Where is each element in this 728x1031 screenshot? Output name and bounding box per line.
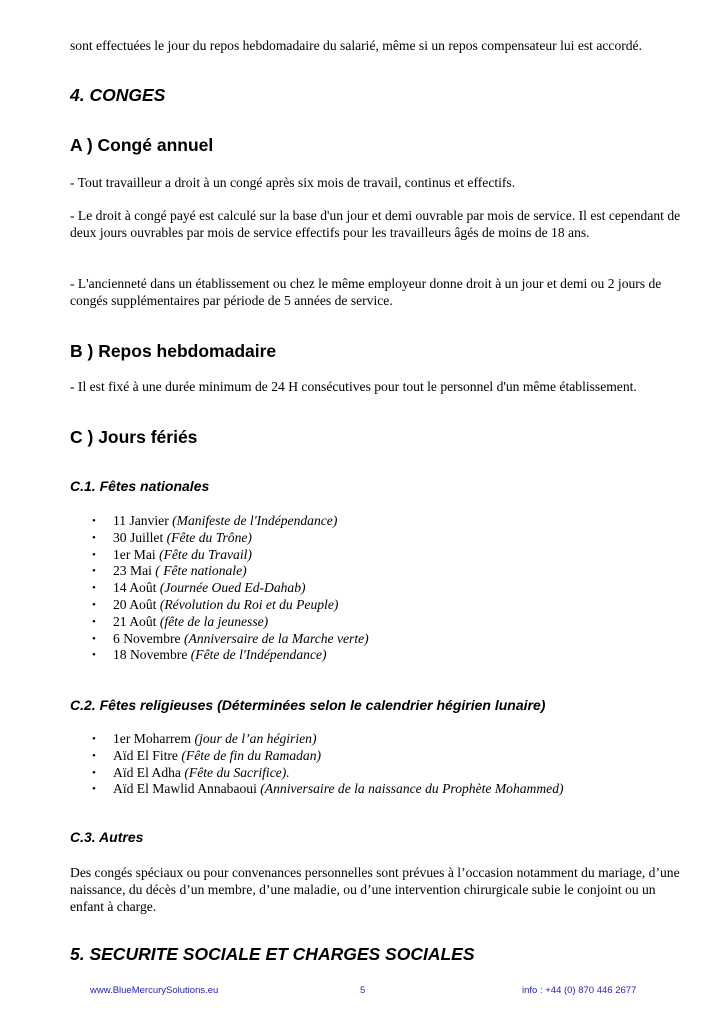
list-item <box>92 765 564 782</box>
fetes-religieuses-heading: C.2. Fêtes religieuses (Déterminées selon le calendrier hégirien lunaire) <box>70 697 546 713</box>
holiday-date: 30 Juillet <box>113 529 164 545</box>
jours-feries-heading: C ) Jours fériés <box>70 427 198 447</box>
list-item <box>92 547 369 564</box>
fetes-nationales-heading: C.1. Fêtes nationales <box>70 478 210 494</box>
section-4-heading: 4. CONGES <box>70 85 166 105</box>
section-5-heading: 5. SECURITE SOCIALE ET CHARGES SOCIALES <box>70 944 475 964</box>
holiday-note: (Fête du Sacrifice). <box>184 764 290 780</box>
holiday-date: 1er Moharrem <box>113 731 192 746</box>
bullet-icon: • <box>92 582 96 595</box>
bullet-icon: • <box>92 783 96 796</box>
bullet-icon: • <box>92 548 96 561</box>
list-item <box>92 781 564 798</box>
holiday-note: (Fête du Travail) <box>159 546 252 562</box>
repos-hebdomadaire-heading: B ) Repos hebdomadaire <box>70 341 277 361</box>
footer-page-number: 5 <box>360 985 366 996</box>
bullet-icon: • <box>92 515 96 527</box>
list-item <box>92 748 564 765</box>
holiday-note: (Anniversaire de la Marche verte) <box>183 630 369 646</box>
list-item <box>92 614 369 631</box>
conge-annuel-paragraph-3: - L'ancienneté dans un établissement ou chez le même employeur donne droit à un jour et demi ou 2 jours de congés supplémentaires par période de 5 années de service. <box>70 276 662 308</box>
bullet-icon: • <box>92 615 96 628</box>
list-item <box>92 647 369 664</box>
bullet-icon: • <box>92 733 96 745</box>
bullet-icon: • <box>92 531 96 544</box>
holiday-date: Aïd El Adha <box>113 764 181 780</box>
repos-hebdomadaire-paragraph: - Il est fixé à une durée minimum de 24 H consécutives pour tout le personnel d'un même établissement. <box>70 379 637 394</box>
holiday-date: 14 Août <box>113 580 157 596</box>
conge-annuel-paragraph-2: - Le droit à congé payé est calculé sur la base d'un jour et demi ouvrable par mois de service. Il est cependant de deux jours ouvrables par mois de service effectifs pour les travailleurs âgés de moins de 18 ans. <box>70 208 681 240</box>
holiday-note: (Manifeste de l'Indépendance) <box>172 513 338 528</box>
holiday-note: ( Fête nationale) <box>155 563 247 579</box>
holiday-date: 11 Janvier <box>113 513 169 528</box>
holiday-note: (Fête du Trône) <box>166 529 252 545</box>
bullet-icon: • <box>92 632 96 645</box>
fetes-religieuses-list <box>92 731 564 798</box>
footer-contact: info : +44 (0) 870 446 2677 <box>522 985 637 996</box>
list-item <box>92 631 369 648</box>
bullet-icon: • <box>92 749 96 762</box>
list-item <box>92 530 369 547</box>
holiday-note: (Journée Oued Ed-Dahab) <box>159 580 306 596</box>
holiday-date: 20 Août <box>113 596 157 612</box>
holiday-date: 23 Mai <box>113 563 152 579</box>
holiday-note: (Fête de l'Indépendance) <box>190 647 327 663</box>
holiday-note: (Révolution du Roi et du Peuple) <box>159 596 339 612</box>
holiday-note: (jour de l’an hégirien) <box>194 731 317 746</box>
list-item <box>92 580 369 597</box>
holiday-note: (Fête de fin du Ramadan) <box>181 747 322 763</box>
holiday-note: (Anniversaire de la naissance du Prophète Mohammed) <box>260 781 564 797</box>
autres-paragraph: Des congés spéciaux ou pour convenances personnelles sont prévues à l’occasion notamment du mariage, d’une naissance, du décès d’un membre, d’une maladie, ou d’une intervention chirurgicale subie le conjoint ou un enfant à charge. <box>70 865 680 914</box>
fetes-nationales-list <box>92 513 369 664</box>
bullet-icon: • <box>92 649 96 662</box>
intro-paragraph: sont effectuées le jour du repos hebdomadaire du salarié, même si un repos compensateur lui est accordé. <box>70 38 642 53</box>
bullet-icon: • <box>92 598 96 611</box>
holiday-date: Aïd El Mawlid Annabaoui <box>113 781 257 797</box>
bullet-icon: • <box>92 766 96 779</box>
autres-heading: C.3. Autres <box>70 829 144 845</box>
list-item <box>92 597 369 614</box>
list-item <box>92 563 369 580</box>
holiday-note: (fête de la jeunesse) <box>159 613 269 629</box>
footer-website-link[interactable]: www.BlueMercurySolutions.eu <box>90 985 219 996</box>
holiday-date: 18 Novembre <box>113 647 188 663</box>
holiday-date: Aïd El Fitre <box>113 747 178 763</box>
bullet-icon: • <box>92 565 96 578</box>
list-item <box>92 731 564 748</box>
holiday-date: 6 Novembre <box>113 630 181 646</box>
conge-annuel-heading: A ) Congé annuel <box>70 135 214 155</box>
list-item <box>92 513 369 530</box>
holiday-date: 21 Août <box>113 613 157 629</box>
holiday-date: 1er Mai <box>113 546 156 562</box>
conge-annuel-paragraph-1: - Tout travailleur a droit à un congé après six mois de travail, continus et effectifs. <box>70 175 516 190</box>
